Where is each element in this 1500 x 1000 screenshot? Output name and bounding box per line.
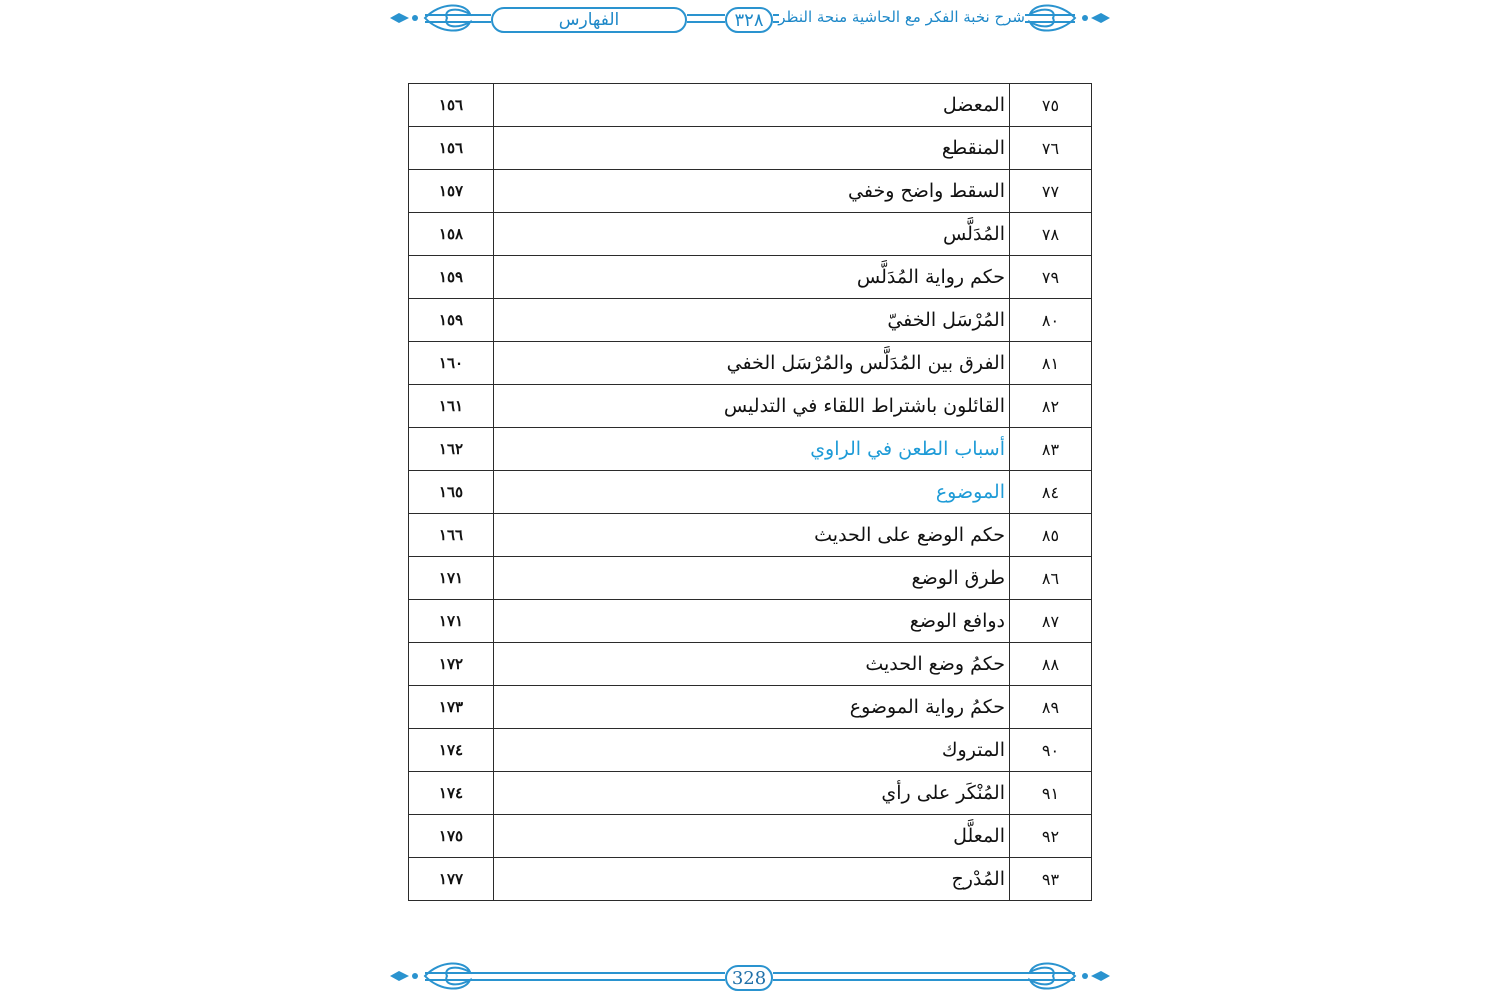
toc-entry-title: الفرق بين المُدَلَّس والمُرْسَل الخفي bbox=[494, 342, 1010, 385]
toc-entry-title: المعلَّل bbox=[494, 815, 1010, 858]
toc-entry-number: ٨٥ bbox=[1010, 514, 1092, 557]
toc-row bbox=[409, 256, 1092, 299]
toc-entry-title: حكم رواية المُدَلَّس bbox=[494, 256, 1010, 299]
toc-row bbox=[409, 815, 1092, 858]
toc-entry-number: ٨٦ bbox=[1010, 557, 1092, 600]
toc-row bbox=[409, 471, 1092, 514]
toc-entry-number: ٩١ bbox=[1010, 772, 1092, 815]
toc-entry-number: ٧٧ bbox=[1010, 170, 1092, 213]
toc-row bbox=[409, 858, 1092, 901]
toc-entry-number: ٨١ bbox=[1010, 342, 1092, 385]
toc-entry-title: الموضوع bbox=[494, 471, 1010, 514]
toc-entry-title: المُرْسَل الخفيّ bbox=[494, 299, 1010, 342]
toc-entry-page: ١٥٩ bbox=[409, 299, 494, 342]
toc-entry-page: ١٦٢ bbox=[409, 428, 494, 471]
toc-entry-page: ١٧٤ bbox=[409, 772, 494, 815]
toc-entry-page: ١٦١ bbox=[409, 385, 494, 428]
toc-row bbox=[409, 600, 1092, 643]
toc-row bbox=[409, 428, 1092, 471]
toc-entry-title: المعضل bbox=[494, 84, 1010, 127]
toc-row bbox=[409, 385, 1092, 428]
toc-row bbox=[409, 342, 1092, 385]
toc-entry-page: ١٥٦ bbox=[409, 127, 494, 170]
toc-entry-number: ٨٠ bbox=[1010, 299, 1092, 342]
toc-entry-page: ١٧٣ bbox=[409, 686, 494, 729]
toc-entry-title: طرق الوضع bbox=[494, 557, 1010, 600]
toc-row bbox=[409, 686, 1092, 729]
toc-entry-number: ٧٩ bbox=[1010, 256, 1092, 299]
toc-entry-title: أسباب الطعن في الراوي bbox=[494, 428, 1010, 471]
toc-entry-page: ١٦٠ bbox=[409, 342, 494, 385]
toc-row bbox=[409, 213, 1092, 256]
toc-entry-number: ٩٠ bbox=[1010, 729, 1092, 772]
toc-entry-title: المتروك bbox=[494, 729, 1010, 772]
toc-entry-number: ٧٨ bbox=[1010, 213, 1092, 256]
toc-entry-page: ١٧١ bbox=[409, 557, 494, 600]
toc-body bbox=[409, 84, 1092, 901]
header-band bbox=[385, 0, 1115, 40]
book-title: شرح نخبة الفكر مع الحاشية منحة النظر bbox=[778, 8, 1025, 26]
footer-band bbox=[385, 958, 1115, 998]
section-title: الفهارس bbox=[491, 7, 687, 33]
toc-entry-page: ١٥٧ bbox=[409, 170, 494, 213]
toc-row bbox=[409, 557, 1092, 600]
toc-entry-title: حكم الوضع على الحديث bbox=[494, 514, 1010, 557]
toc-entry-number: ٧٦ bbox=[1010, 127, 1092, 170]
page-number-arabic: ٣٢٨ bbox=[725, 7, 773, 33]
toc-entry-number: ٨٩ bbox=[1010, 686, 1092, 729]
toc-entry-title: المُنْكَر على رأي bbox=[494, 772, 1010, 815]
footer-page-number: 328 bbox=[725, 965, 773, 991]
toc-entry-title: دوافع الوضع bbox=[494, 600, 1010, 643]
toc-entry-number: ٨٤ bbox=[1010, 471, 1092, 514]
toc-entry-number: ٩٢ bbox=[1010, 815, 1092, 858]
toc-entry-page: ١٧٤ bbox=[409, 729, 494, 772]
toc-row bbox=[409, 514, 1092, 557]
toc-entry-number: ٨٢ bbox=[1010, 385, 1092, 428]
toc-row bbox=[409, 772, 1092, 815]
toc-entry-page: ١٦٦ bbox=[409, 514, 494, 557]
toc-row bbox=[409, 127, 1092, 170]
toc-table bbox=[408, 83, 1092, 901]
toc-entry-title: حكمُ رواية الموضوع bbox=[494, 686, 1010, 729]
toc-entry-title: القائلون باشتراط اللقاء في التدليس bbox=[494, 385, 1010, 428]
toc-entry-title: حكمُ وضع الحديث bbox=[494, 643, 1010, 686]
toc-entry-number: ٧٥ bbox=[1010, 84, 1092, 127]
toc-entry-page: ١٧١ bbox=[409, 600, 494, 643]
toc-entry-page: ١٦٥ bbox=[409, 471, 494, 514]
toc-entry-title: المنقطع bbox=[494, 127, 1010, 170]
toc-entry-number: ٨٧ bbox=[1010, 600, 1092, 643]
toc-entry-number: ٨٨ bbox=[1010, 643, 1092, 686]
toc-entry-number: ٩٣ bbox=[1010, 858, 1092, 901]
toc-entry-title: المُدَلَّس bbox=[494, 213, 1010, 256]
toc-entry-page: ١٧٥ bbox=[409, 815, 494, 858]
toc-row bbox=[409, 729, 1092, 772]
toc-entry-page: ١٥٨ bbox=[409, 213, 494, 256]
toc-entry-page: ١٧٢ bbox=[409, 643, 494, 686]
toc-entry-page: ١٥٦ bbox=[409, 84, 494, 127]
toc-entry-number: ٨٣ bbox=[1010, 428, 1092, 471]
toc-entry-page: ١٥٩ bbox=[409, 256, 494, 299]
toc-entry-page: ١٧٧ bbox=[409, 858, 494, 901]
toc-row bbox=[409, 84, 1092, 127]
toc-row bbox=[409, 643, 1092, 686]
toc-entry-title: المُدْرج bbox=[494, 858, 1010, 901]
toc-row bbox=[409, 170, 1092, 213]
toc-row bbox=[409, 299, 1092, 342]
toc-entry-title: السقط واضح وخفي bbox=[494, 170, 1010, 213]
